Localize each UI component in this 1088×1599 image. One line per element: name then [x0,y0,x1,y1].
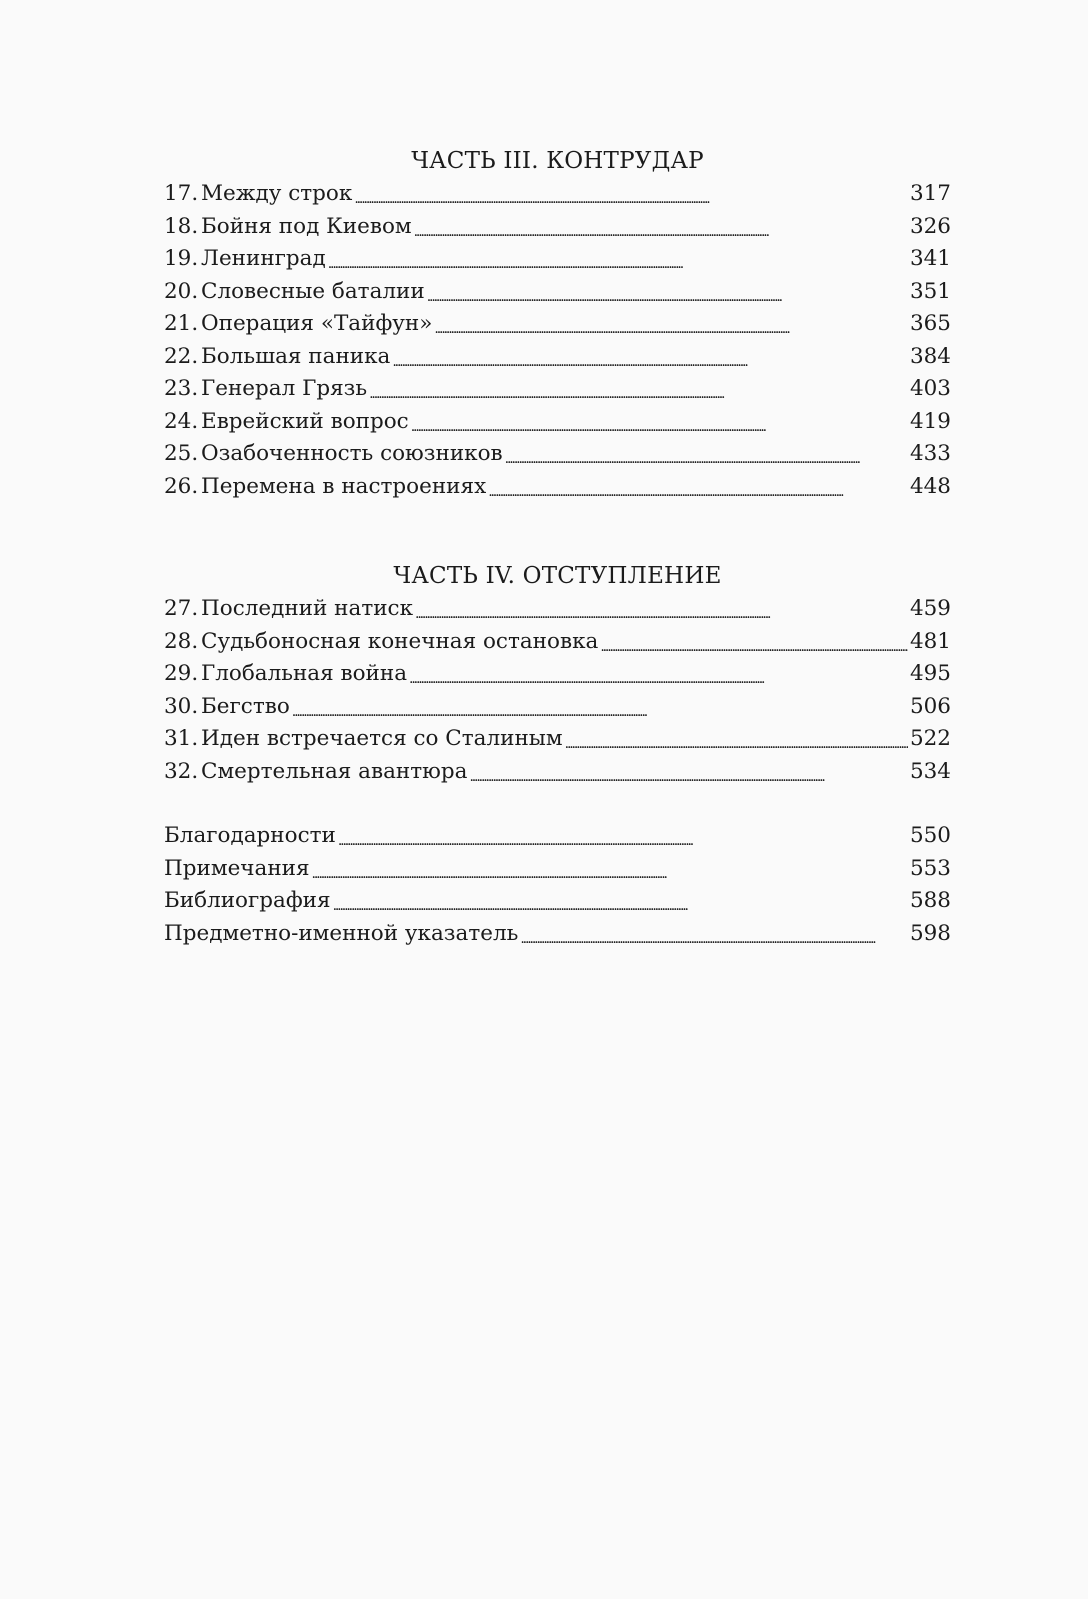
chapter-title: Словесные баталии [201,278,425,304]
dot-leader [328,248,908,270]
page-number: 403 [909,376,951,401]
toc-entry [164,276,951,309]
chapter-number: 17. [164,181,199,206]
chapter-number: 26. [164,473,199,499]
dot-leader [520,923,908,945]
chapter-title: Бегство [201,693,290,719]
part-title: ЧАСТЬ III. КОНТРУДАР [411,148,704,174]
chapter-number: 18. [164,213,199,239]
chapter-title: Глобальная война [201,661,408,686]
dot-leader [488,476,908,498]
chapter-number: 19. [164,246,199,271]
chapter-title: Между строк [201,181,353,206]
toc-entry [164,243,951,276]
dot-leader [427,281,908,303]
page-number: 365 [909,311,951,336]
chapter-number: 23. [164,376,199,401]
page-number: 317 [909,181,951,206]
toc-entry [164,438,951,471]
chapter-title: Судьбоносная конечная остановка [201,628,599,654]
page-number: 588 [909,888,951,913]
page-number: 384 [909,343,951,369]
dot-leader [411,411,908,433]
toc-entry [164,626,951,659]
toc-entry [164,341,951,374]
toc-entry [164,820,951,853]
page-number: 506 [909,693,951,719]
chapter-number: 31. [164,726,199,751]
dot-leader [333,890,908,912]
page-number: 419 [909,408,951,434]
dot-leader [312,858,908,880]
toc-entry [164,723,951,756]
dot-leader [338,825,908,847]
page-number: 459 [909,596,951,621]
toc-entry [164,756,951,789]
chapter-number: 27. [164,596,199,621]
toc-entry [164,853,951,886]
chapter-title: Смертельная авантюра [201,758,468,784]
page-number: 448 [909,473,951,499]
entry-title: Библиография [164,888,331,913]
toc-entry [164,471,951,504]
toc-entry [164,691,951,724]
chapter-number: 29. [164,661,199,686]
chapter-title: Генерал Грязь [201,376,368,401]
page-number: 341 [909,246,951,271]
toc-part-3 [164,146,951,503]
chapter-number: 30. [164,693,199,719]
chapter-title: Операция «Тайфун» [201,311,433,336]
dot-leader [414,216,908,238]
page-number: 326 [909,213,951,239]
page-number: 553 [909,855,951,881]
page-number: 550 [909,823,951,848]
page-number: 598 [909,920,951,946]
chapter-title: Еврейский вопрос [201,408,409,434]
part-title: ЧАСТЬ IV. ОТСТУПЛЕНИЕ [393,563,722,589]
page-number: 495 [909,661,951,686]
chapter-number: 32. [164,758,199,784]
chapter-title: Последний натиск [201,596,414,621]
chapter-number: 24. [164,408,199,434]
page-number: 481 [909,628,951,654]
toc-entry [164,885,951,918]
dot-leader [415,598,908,620]
chapter-title: Большая паника [201,343,391,369]
toc-entry [164,308,951,341]
chapter-title: Бойня под Киевом [201,213,412,239]
page-number: 351 [909,278,951,304]
chapter-number: 25. [164,441,199,466]
chapter-number: 28. [164,628,199,654]
dot-leader [409,663,908,685]
toc-entry [164,918,951,951]
toc-entry [164,178,951,211]
dot-leader [392,346,908,368]
toc-back-matter [164,820,951,950]
chapter-number: 20. [164,278,199,304]
toc-part-4 [164,561,951,788]
page-number: 534 [909,758,951,784]
toc-entry [164,373,951,406]
dot-leader [469,761,908,783]
toc-entry [164,406,951,439]
chapter-title: Озабоченность союзников [201,441,503,466]
dot-leader [565,728,908,750]
chapter-number: 21. [164,311,199,336]
page-number: 433 [909,441,951,466]
chapter-title: Перемена в настроениях [201,473,487,499]
entry-title: Примечания [164,855,310,881]
dot-leader [354,183,908,205]
entry-title: Благодарности [164,823,336,848]
dot-leader [292,696,908,718]
dot-leader [369,378,908,400]
table-of-contents [164,146,951,950]
chapter-title: Ленинград [201,246,326,271]
chapter-list [164,178,951,503]
toc-entry [164,658,951,691]
toc-entry [164,593,951,626]
chapter-list [164,593,951,788]
entry-title: Предметно-именной указатель [164,920,519,946]
dot-leader [505,443,908,465]
chapter-number: 22. [164,343,199,369]
page-number: 522 [909,726,951,751]
toc-entry [164,211,951,244]
back-matter-list [164,820,951,950]
dot-leader [600,631,908,653]
dot-leader [434,313,908,335]
chapter-title: Иден встречается со Сталиным [201,726,563,751]
